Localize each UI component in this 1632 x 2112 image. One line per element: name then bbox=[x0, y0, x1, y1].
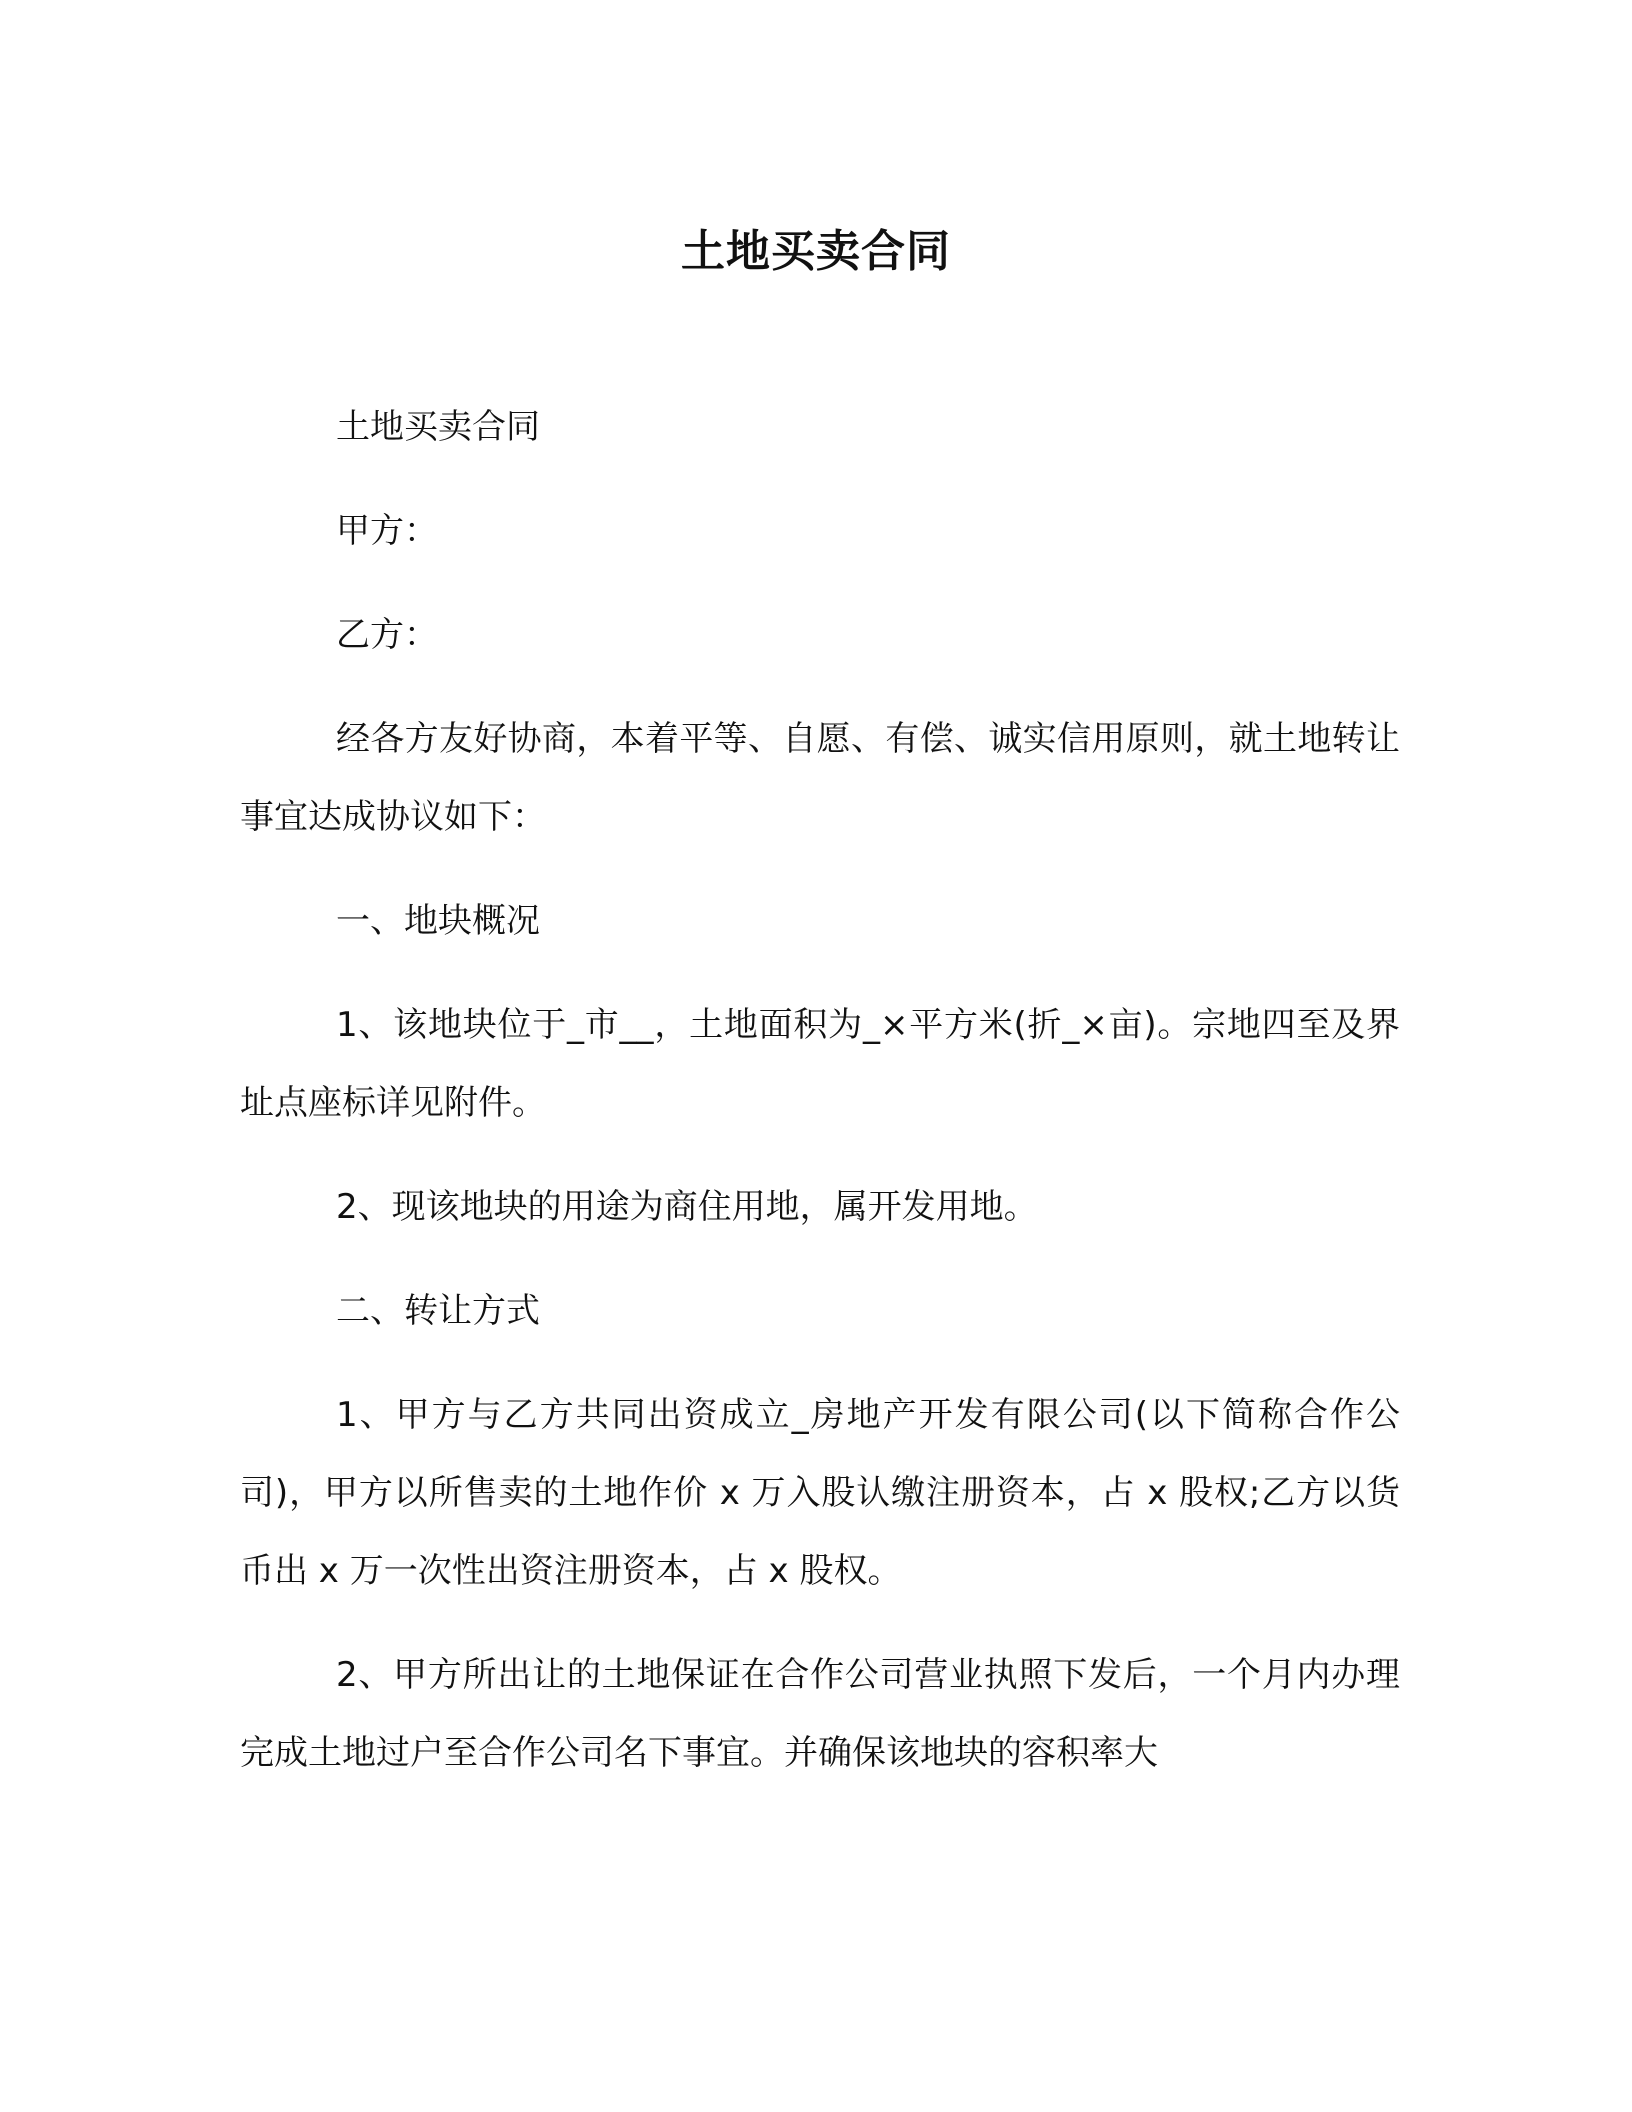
paragraph-clause-2-1: 1、甲方与乙方共同出资成立_房地产开发有限公司(以下简称合作公司)，甲方以所售卖的土地作价 x 万入股认缴注册资本，占 x 股权;乙方以货币出 x 万一次性出资注册资本，占 x 股权。 bbox=[240, 1395, 1400, 1591]
paragraph-clause-2-2: 2、甲方所出让的土地保证在合作公司营业执照下发后，一个月内办理完成土地过户至合作公司名下事宜。并确保该地块的容积率大 bbox=[240, 1655, 1400, 1773]
paragraph-heading: 土地买卖合同 bbox=[336, 407, 540, 447]
document-body bbox=[240, 388, 1400, 1818]
paragraph-party-a: 甲方： bbox=[336, 511, 438, 551]
section-heading-2: 二、转让方式 bbox=[336, 1291, 540, 1331]
paragraph-preamble: 经各方友好协商，本着平等、自愿、有偿、诚实信用原则，就土地转让事宜达成协议如下： bbox=[240, 719, 1400, 837]
paragraph-party-b: 乙方： bbox=[336, 615, 438, 655]
document-title: 土地买卖合同 bbox=[681, 226, 951, 277]
paragraph-clause-1-1: 1、该地块位于_市__，土地面积为_×平方米(折_×亩)。宗地四至及界址点座标详见附件。 bbox=[240, 1005, 1400, 1123]
section-heading-1: 一、地块概况 bbox=[336, 901, 540, 941]
paragraph-clause-1-2: 2、现该地块的用途为商住用地，属开发用地。 bbox=[336, 1187, 1038, 1227]
